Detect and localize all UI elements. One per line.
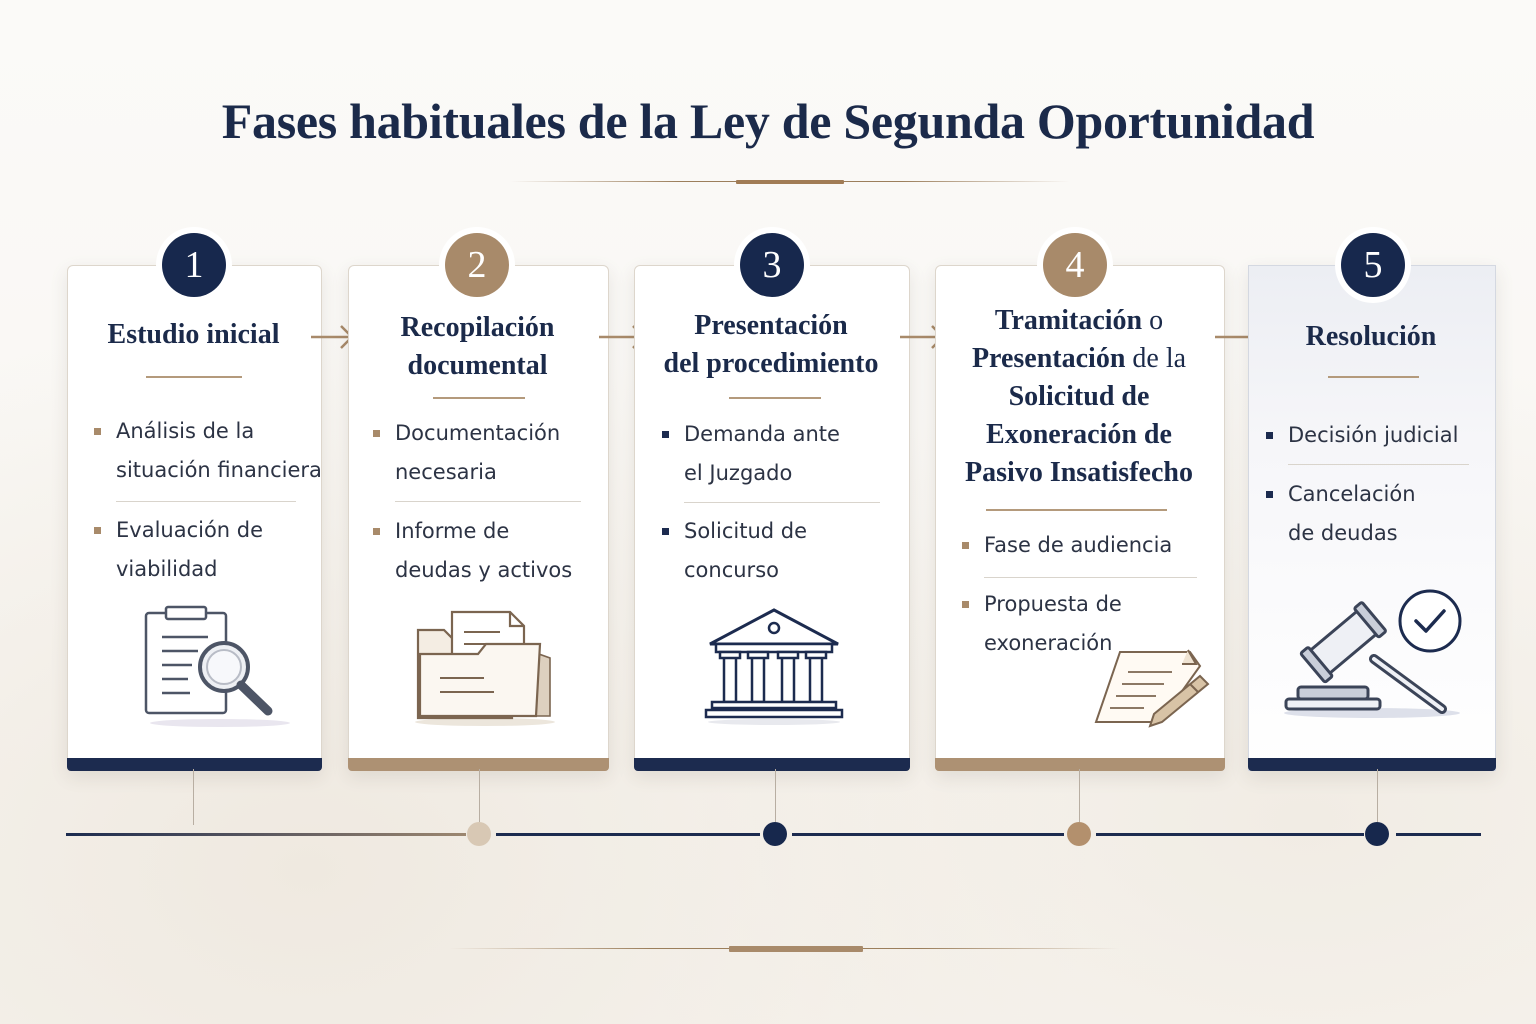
phase-title-line: Recopilación: [400, 312, 555, 343]
timeline-connector: [1377, 769, 1378, 822]
card-footer-bar: [67, 758, 322, 771]
bullet-item: [395, 512, 572, 590]
bullet-item: [684, 512, 807, 590]
phase-number-badge-2: 2: [445, 233, 509, 297]
bullet-text: viabilidad: [116, 557, 218, 581]
bullet-divider: [984, 577, 1197, 578]
document-magnifier-icon: [140, 605, 280, 730]
folder-documents-icon: [410, 608, 560, 728]
title-underline: [433, 397, 525, 399]
bullet-text: el Juzgado: [684, 461, 793, 485]
bullet-text: Documentación: [395, 421, 561, 445]
bullet-marker: [94, 527, 101, 534]
timeline-node: [467, 822, 491, 846]
bullet-marker: [662, 528, 669, 535]
timeline-connector: [479, 769, 480, 822]
title-divider-accent: [736, 180, 844, 184]
bullet-divider: [116, 501, 296, 502]
timeline-line: [66, 833, 466, 836]
bullet-divider: [395, 501, 581, 502]
bullet-text: Fase de audiencia: [984, 533, 1173, 557]
card-footer-bar: [1248, 758, 1496, 771]
bullet-text: Decisión judicial: [1288, 423, 1459, 447]
bullet-marker: [94, 428, 101, 435]
bullet-item: [684, 415, 840, 493]
phase-number-badge-4: 4: [1043, 233, 1107, 297]
phase-number-badge-5: 5: [1341, 233, 1405, 297]
bullet-item: [116, 511, 263, 589]
bullet-text: exoneración: [984, 631, 1113, 655]
bullet-text: Cancelación: [1288, 482, 1416, 506]
phase-title-3: [642, 307, 900, 383]
gavel-check-icon: [1276, 585, 1468, 721]
timeline-node: [1365, 822, 1389, 846]
timeline-connector: [1079, 769, 1080, 822]
timeline-line: [496, 833, 760, 836]
bullet-text: deudas y activos: [395, 558, 573, 582]
phase-number-badge-3: 3: [740, 233, 804, 297]
phase-title-line: Resolución: [1305, 321, 1437, 352]
bullet-marker: [1266, 432, 1273, 439]
phase-title-line: documental: [407, 350, 548, 381]
phase-title-line: Tramitación o: [994, 305, 1164, 336]
phase-title-line: del procedimiento: [663, 348, 879, 379]
timeline-line: [1096, 833, 1364, 836]
phase-title-2: [356, 309, 599, 385]
bullet-text: situación financiera: [116, 458, 322, 482]
bullet-text: Informe de: [395, 519, 510, 543]
document-pen-icon: [1092, 646, 1210, 728]
phase-title-5: [1256, 318, 1486, 356]
card-footer-bar: [634, 758, 910, 771]
bullet-divider: [684, 502, 880, 503]
bullet-marker: [1266, 491, 1273, 498]
bullet-item: [395, 414, 560, 492]
bullet-text: Evaluación de: [116, 518, 264, 542]
bottom-divider-accent: [729, 946, 863, 952]
phase-number-badge-1: 1: [162, 233, 226, 297]
phase-title-line: Presentación: [694, 310, 848, 341]
bullet-marker: [962, 542, 969, 549]
bullet-item: [116, 412, 322, 490]
timeline-node: [763, 822, 787, 846]
bullet-marker: [662, 431, 669, 438]
phase-title-line: Estudio inicial: [107, 319, 280, 350]
bullet-marker: [373, 430, 380, 437]
page-title: Fases habituales de la Ley de Segunda Oportunidad: [221, 93, 1315, 149]
phase-title-line: Pasivo Insatisfecho: [965, 457, 1193, 488]
bullet-text: Demanda ante: [684, 422, 840, 446]
phase-title-line: Presentación de la: [971, 343, 1187, 374]
bullet-text: necesaria: [395, 460, 497, 484]
bullet-divider: [1288, 464, 1469, 465]
bullet-text: Solicitud de: [684, 519, 808, 543]
bullet-item: [1288, 475, 1416, 553]
phase-title-4: [941, 302, 1217, 492]
card-footer-bar: [935, 758, 1225, 771]
timeline-connector: [193, 769, 194, 825]
timeline-connector: [775, 769, 776, 822]
title-underline: [986, 509, 1167, 511]
bullet-text: Propuesta de: [984, 592, 1122, 616]
title-underline: [729, 397, 821, 399]
title-underline: [146, 376, 242, 378]
phase-title-line: Solicitud de: [1008, 381, 1150, 412]
bullet-item: [984, 526, 1172, 565]
bullet-marker: [962, 601, 969, 608]
phase-title-1: [80, 316, 307, 354]
timeline-line: [792, 833, 1064, 836]
bullet-item: [1288, 416, 1458, 455]
title-underline: [1328, 376, 1419, 378]
courthouse-icon: [702, 604, 847, 724]
timeline-node: [1067, 822, 1091, 846]
bullet-marker: [373, 528, 380, 535]
timeline-line: [1396, 833, 1481, 836]
bullet-text: concurso: [684, 558, 779, 582]
bullet-text: Análisis de la: [116, 419, 255, 443]
bullet-text: de deudas: [1288, 521, 1398, 545]
phase-title-line: Exoneración de: [986, 419, 1172, 450]
